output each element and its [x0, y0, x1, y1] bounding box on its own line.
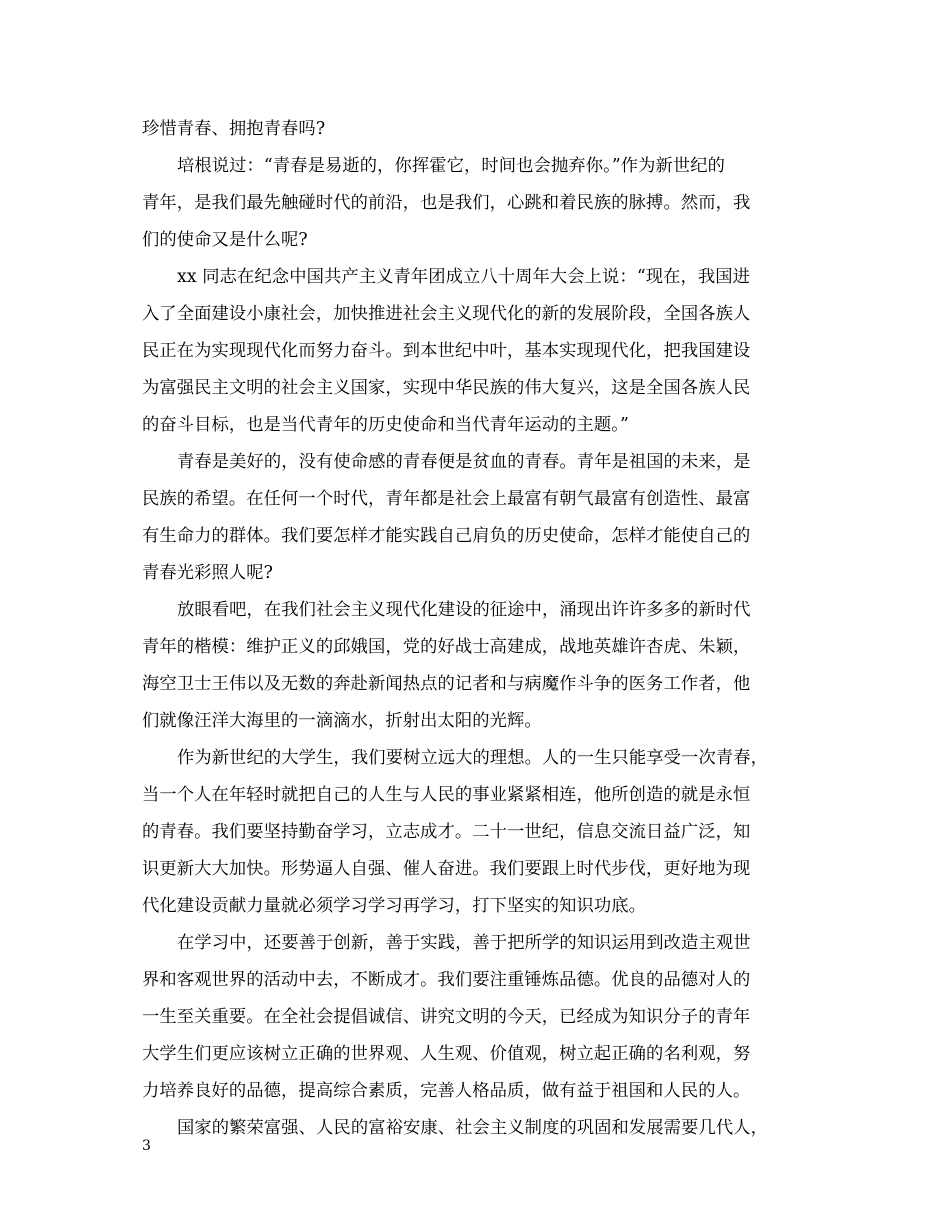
- text-line: 民族的希望。在任何一个时代，青年都是社会上最富有朝气最富有创造性、最富: [142, 489, 751, 509]
- paragraph-first-line: 国家的繁荣富强、人民的富裕安康、社会主义制度的巩固和发展需要几代人，: [177, 1118, 768, 1138]
- paragraph-first-line: 青春是美好的，没有使命感的青春便是贫血的青春。青年是祖国的未来，是: [177, 452, 751, 472]
- text-line: 青年的楷模：维护正义的邱娥国，党的好战士高建成，战地英雄许杏虎、朱颖，: [142, 637, 751, 657]
- text-line: 大学生们更应该树立正确的世界观、人生观、价值观，树立起正确的名利观，努: [142, 1044, 751, 1064]
- text-line: 入了全面建设小康社会，加快推进社会主义现代化的新的发展阶段，全国各族人: [142, 304, 751, 324]
- paragraph-first-line: 在学习中，还要善于创新，善于实践，善于把所学的知识运用到改造主观世: [177, 933, 751, 953]
- text-line: 识更新大大加快。形势逼人自强、催人奋进。我们要跟上时代步伐，更好地为现: [142, 859, 751, 879]
- body-text: [142, 111, 822, 1147]
- text-line: 海空卫士王伟以及无数的奔赴新闻热点的记者和与病魔作斗争的医务工作者，他: [142, 674, 751, 694]
- text-line: 的青春。我们要坚持勤奋学习，立志成才。二十一世纪，信息交流日益广泛，知: [142, 822, 751, 842]
- text-line: 们就像汪洋大海里的一滴滴水，折射出太阳的光辉。: [142, 711, 542, 731]
- text-line: 有生命力的群体。我们要怎样才能实践自己肩负的历史使命，怎样才能使自己的: [142, 526, 751, 546]
- text-line: 珍惜青春、拥抱青春吗?: [142, 119, 326, 139]
- text-line: 民正在为实现现代化而努力奋斗。到本世纪中叶，基本实现现代化，把我国建设: [142, 341, 751, 361]
- text-line: 当一个人在年轻时就把自己的人生与人民的事业紧紧相连，他所创造的就是永恒: [142, 785, 751, 805]
- page-number: 3: [142, 1138, 151, 1154]
- text-line: 力培养良好的品德，提高综合素质，完善人格品质，做有益于祖国和人民的人。: [142, 1081, 751, 1101]
- text-line: 青年，是我们最先触碰时代的前沿，也是我们，心跳和着民族的脉搏。然而，我: [142, 193, 751, 213]
- text-line: 为富强民主文明的社会主义国家，实现中华民族的伟大复兴，这是全国各族人民: [142, 378, 751, 398]
- text-line: 一生至关重要。在全社会提倡诚信、讲究文明的今天，已经成为知识分子的青年: [142, 1007, 751, 1027]
- paragraph-first-line: xx 同志在纪念中国共产主义青年团成立八十周年大会上说：“现在，我国进: [177, 267, 751, 287]
- paragraph-first-line: 作为新世纪的大学生，我们要树立远大的理想。人的一生只能享受一次青春，: [177, 748, 768, 768]
- paragraph-first-line: 培根说过：“青春是易逝的，你挥霍它，时间也会抛弃你。”作为新世纪的: [177, 156, 726, 176]
- text-line: 青春光彩照人呢?: [142, 563, 274, 583]
- paragraph-first-line: 放眼看吧，在我们社会主义现代化建设的征途中，涌现出许许多多的新时代: [177, 600, 751, 620]
- text-line: 界和客观世界的活动中去，不断成才。我们要注重锤炼品德。优良的品德对人的: [142, 970, 751, 990]
- text-line: 的奋斗目标，也是当代青年的历史使命和当代青年运动的主题。”: [142, 415, 629, 435]
- text-line: 们的使命又是什么呢?: [142, 230, 308, 250]
- text-line: 代化建设贡献力量就必须学习学习再学习，打下坚实的知识功底。: [142, 896, 647, 916]
